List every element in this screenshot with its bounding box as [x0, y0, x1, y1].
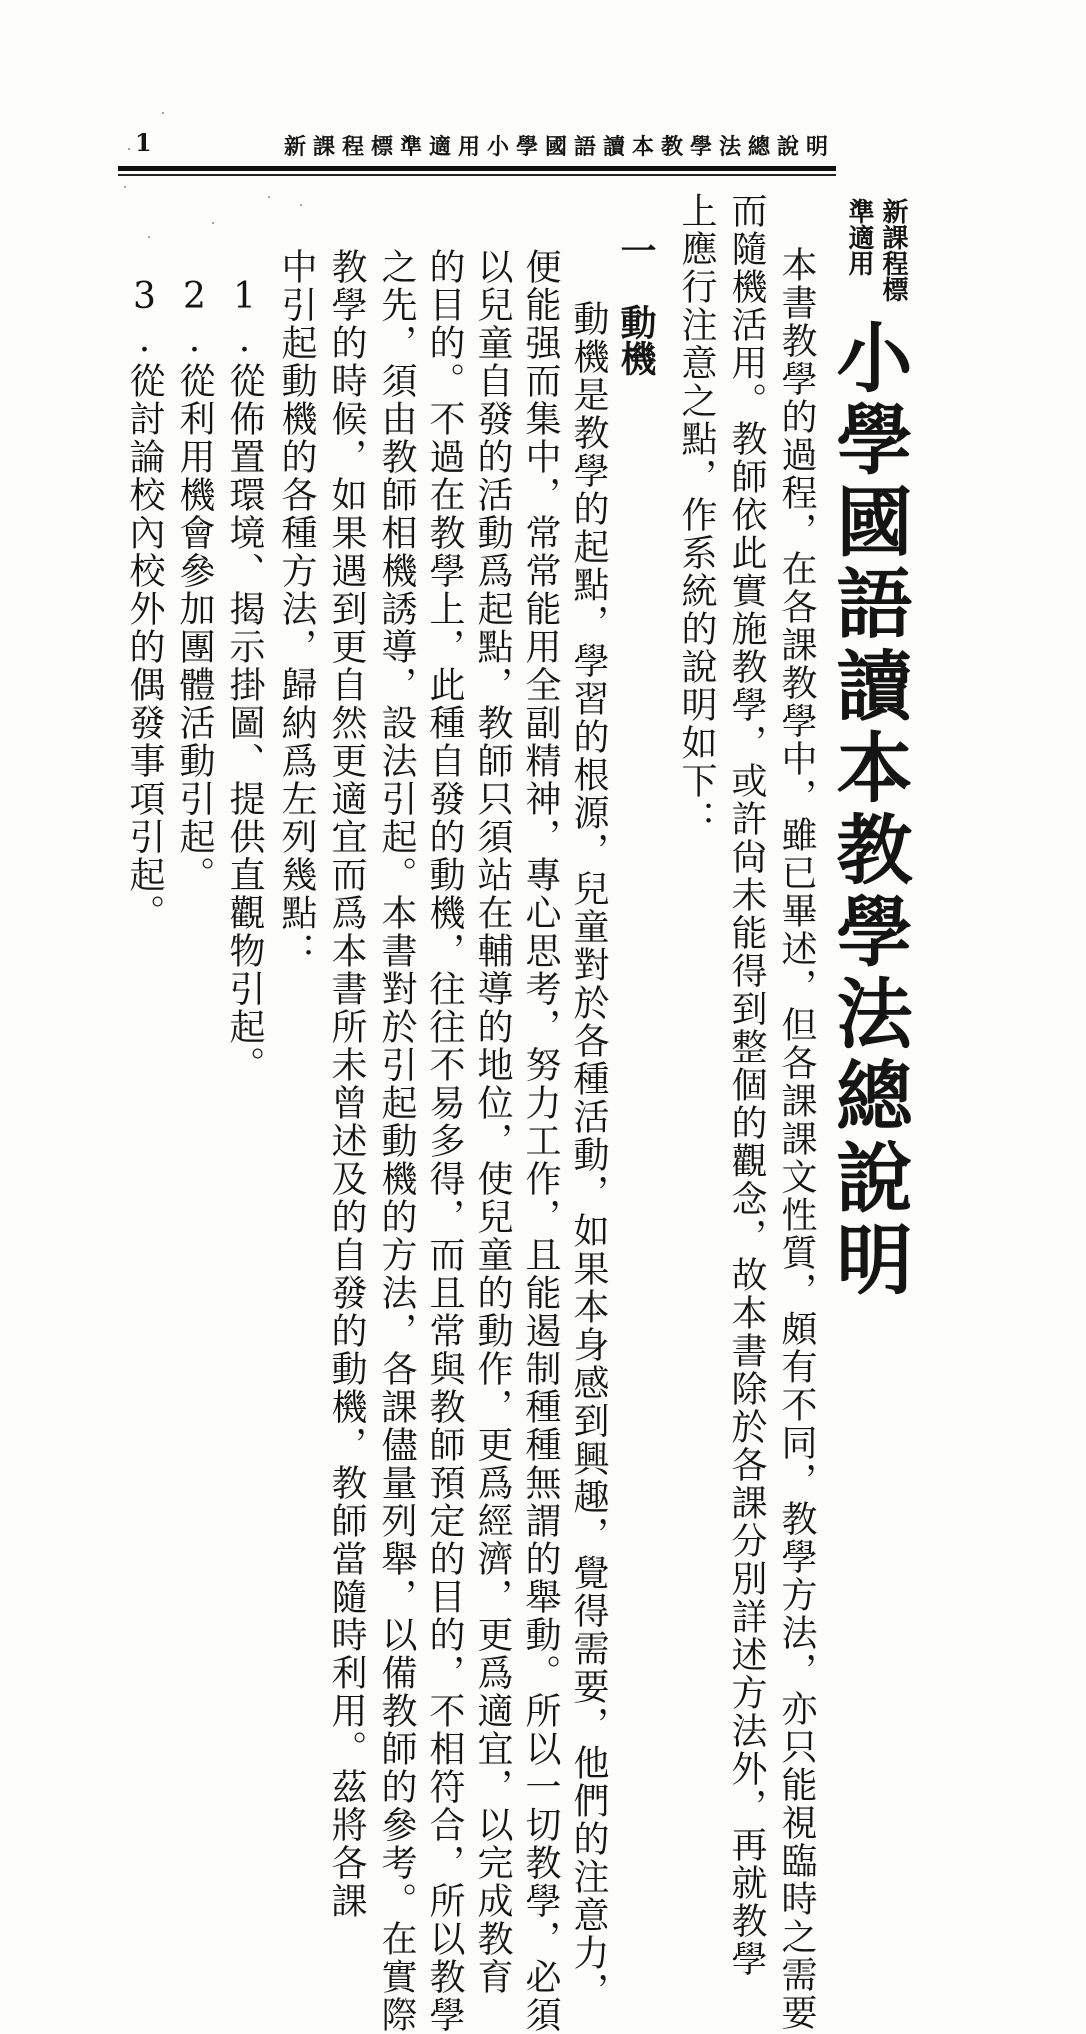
- intro-line-1: 本書教學的過程，在各課教學中，雖已畢述，但各課課文性質，頗有不同，教學方法，亦只能視臨時之需要: [776, 246, 817, 2032]
- paragraph-line-2: 便能强而集中，常常能用全副精神，專心思考，努力工作，且能遏制種種無謂的舉動。所以一切教學，必須: [520, 248, 561, 2034]
- paragraph-line-3: 以兒童自發的活動爲起點，教師只須站在輔導的地位，使兒童的動作，更爲經濟，更爲適宜，以完成教育: [472, 248, 513, 1996]
- paragraph-line-7: 中引起動機的各種方法，歸納爲左列幾點：: [276, 248, 317, 970]
- list-item-1: 1.從佈置環境、揭示掛圖、提供直觀物引起。: [224, 276, 265, 1084]
- paragraph-line-6: 教學的時候，如果遇到更自然更適宜而爲本書所未曾述及的自發的動機，教師當隨時利用。茲將各課: [326, 248, 367, 1920]
- intro-line-2: 而隨機活用。教師依此實施教學，或許尙未能得到整個的觀念，故本書除於各課分別詳述方法外，再就教學: [726, 192, 767, 1978]
- page-title: 小學國語讀本教學法總說明: [824, 318, 913, 1302]
- paragraph-line-4: 的目的。不過在教學上，此種自發的動機，往往不易多得，而且常與教師預定的目的，不相符合，所以教學: [424, 248, 465, 2034]
- list-item-2: 2.從利用機會參加團體活動引起。: [174, 276, 215, 894]
- header-rule: [118, 166, 836, 171]
- paragraph-line-1: 動機是教學的起點，學習的根源，兒童對於各種活動，如果本身感到興趣，覺得需要，他們的注意力，: [568, 300, 609, 2010]
- series-label: 新課程標準適用: [844, 198, 908, 302]
- section-heading: 一 動機: [615, 232, 657, 376]
- page-number: 1: [135, 128, 152, 157]
- paragraph-line-5: 之先，須由教師相機誘導，設法引起。本書對於引起動機的方法，各課儘量列舉，以備教師的參考。在實際: [376, 248, 417, 2034]
- running-header: [115, 128, 835, 168]
- intro-line-3: 上應行注意之點，作系統的說明如下：: [676, 192, 717, 838]
- header-rule-thin: [118, 174, 836, 176]
- running-title: 新課程標準適用小學國語讀本教學法總說明: [283, 134, 835, 160]
- list-item-3: 3.從討論校內校外的偶發事項引起。: [124, 276, 165, 932]
